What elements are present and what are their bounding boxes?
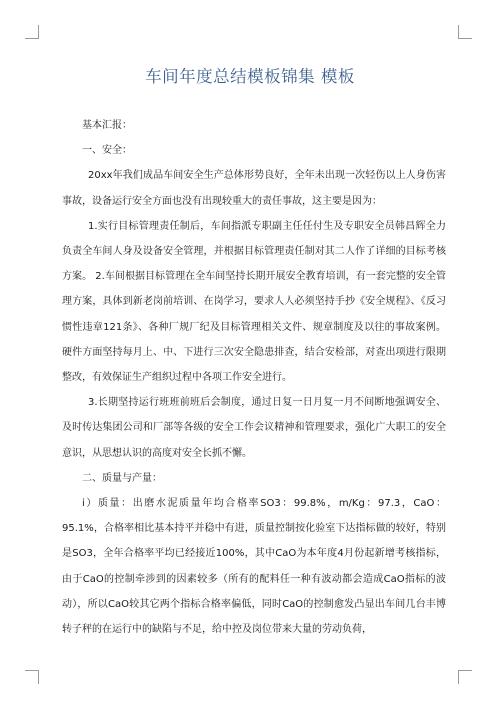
- paragraph-safety-points-1-2: 1.实行目标管理责任制后，车间指派专职副主任任付生及专职安全员韩昌辉全力负责全车间人身及设备安全管理，并根据目标管理责任制对其二人作了详细的目标考核方案。 2.车间根据目标管理在全车间坚持长期开展安全教育培训，有一套完整的安全管理方案，具体到新老岗前培训、在岗学习，要求人人必须坚持手抄《安全规程》、《反习惯性违章121条》、各种厂规厂纪及目标管理相关文件、规章制度及以往的事故案例。硬件方面坚持每月上、中、下进行三次安全隐患排查，结合安检部，对查出项进行限期整改，有效保证生产组织过程中各项工作安全进行。: [62, 220, 446, 384]
- document-title: 车间年度总结模板锦集 模板: [145, 67, 355, 86]
- paragraph-summary-heading: 基本汇报：: [82, 120, 132, 131]
- document-body: [62, 113, 446, 642]
- crop-mark-bottom-left: [38, 670, 39, 684]
- crop-mark-top-left: [38, 25, 39, 39]
- paragraph-safety-point-3: 3.长期坚持运行班班前班后会制度，通过日复一日月复一月不间断地强调安全、及时传达集团公司和厂部等各级的安全工作会议精神和管理要求，强化广大职工的安全意识，从思想认识的高度对安全长抓不懈。: [62, 397, 446, 459]
- crop-mark-bottom-right: [458, 670, 459, 684]
- crop-mark-top-right: [458, 25, 459, 39]
- crop-mark-bottom-right: [458, 670, 472, 671]
- paragraph-quality-details: i）质量：出磨水泥质量年均合格率SO3：99.8%，m/Kg：97.3，CaO：95.1%，合格率相比基本持平并稳中有进，质量控制按化验室下达指标做的较好，特别是SO3，全年合格率平均已经接近100%，其中CaO为本年度4月份起新增考核指标，由于CaO的控制牵涉到的因素较多（所有的配料任一种有波动都会造成CaO指标的波动），所以CaO较其它两个指标合格率偏低，同时CaO的控制愈发凸显出车间几台丰博转子秤的在运行中的缺陷与不足，给中控及岗位带来大量的劳动负荷，: [62, 498, 446, 636]
- crop-mark-bottom-left: [25, 670, 39, 671]
- paragraph-safety-heading: 一、安全：: [82, 145, 132, 157]
- crop-mark-top-right: [458, 38, 472, 39]
- crop-mark-top-left: [25, 38, 39, 39]
- paragraph-safety-intro: 20xx年我们成品车间安全生产总体形势良好，全年未出现一次轻伤以上人身伤害事故，设备运行安全方面也没有出现较重大的责任事故，这主要是因为：: [62, 170, 446, 207]
- paragraph-quality-heading: 二、质量与产量：: [82, 472, 162, 484]
